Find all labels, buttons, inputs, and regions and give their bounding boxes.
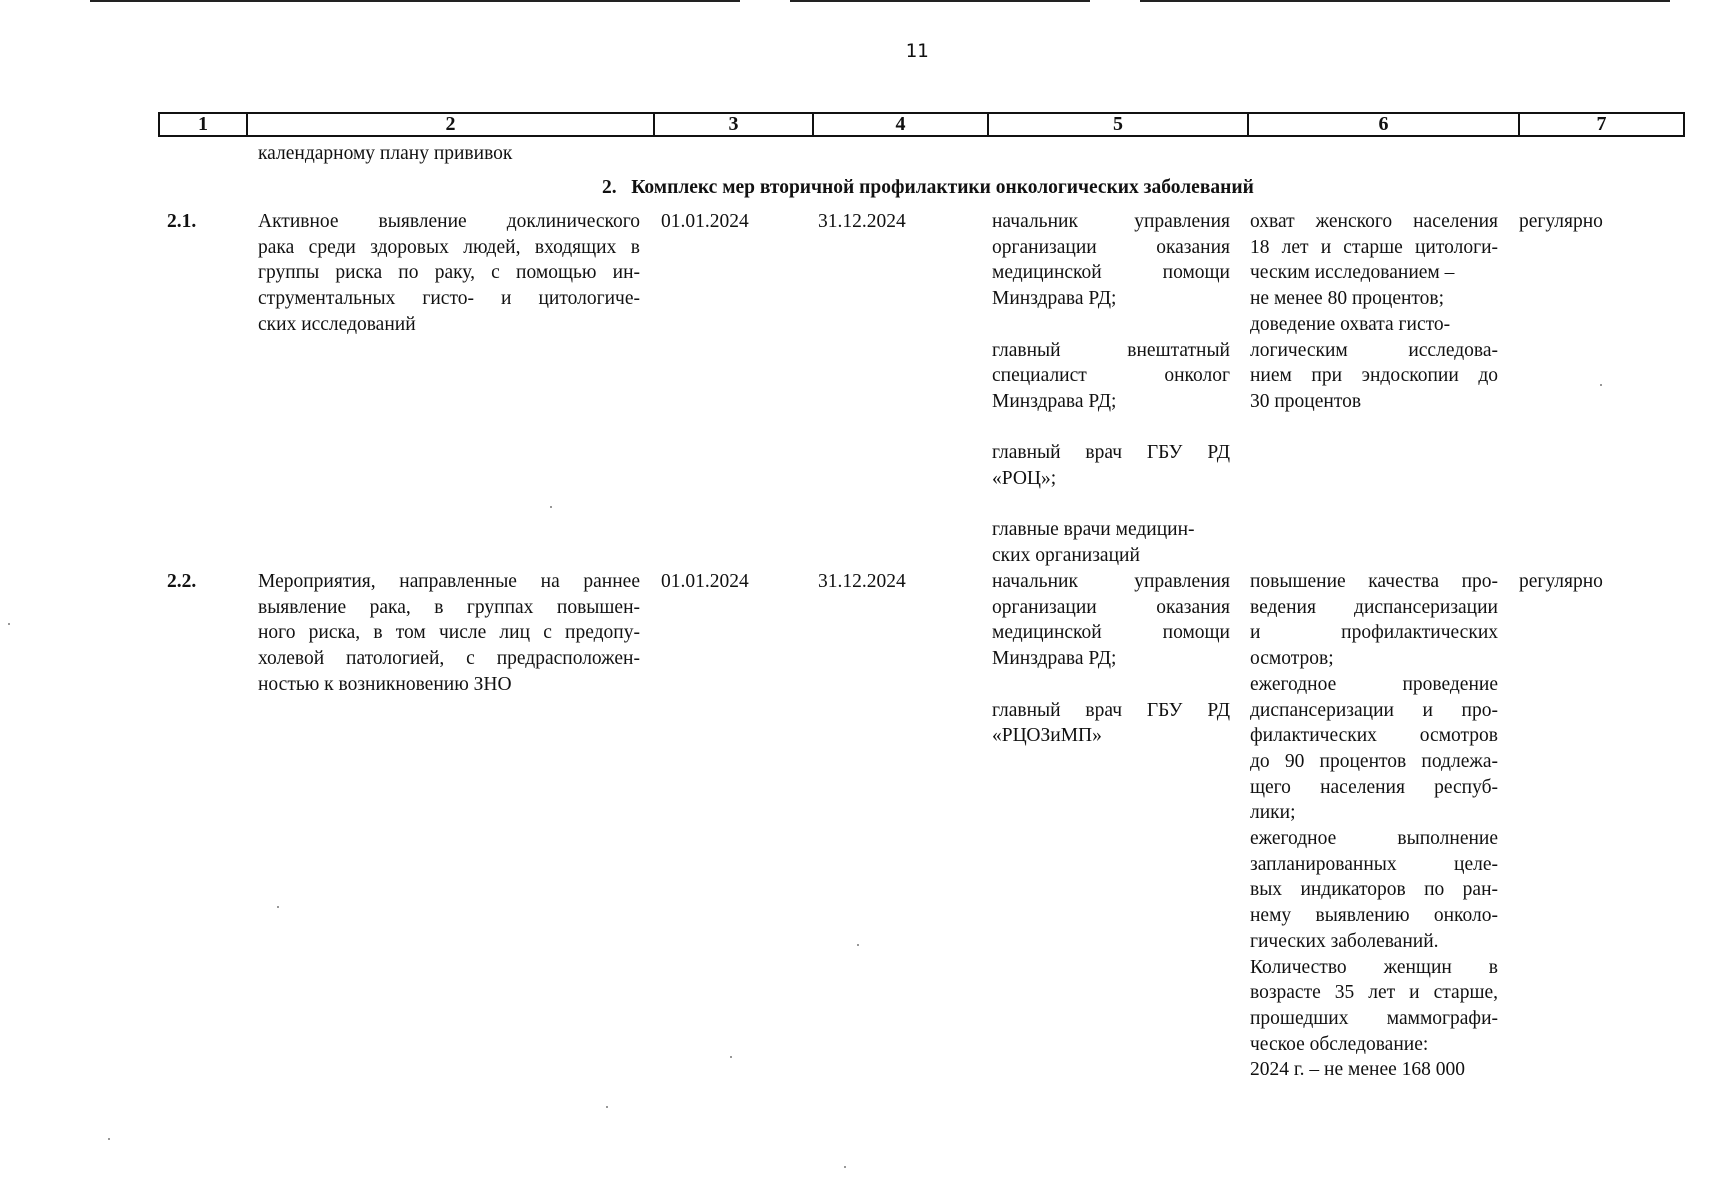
text-line: гических заболеваний. (1250, 930, 1439, 952)
text-line: не менее 80 процентов; (1250, 288, 1445, 310)
text-line: доведение охвата гисто- (1250, 313, 1451, 335)
measure-description (258, 569, 640, 698)
text-line: щего населения респуб- (1250, 776, 1498, 798)
text-line: запланированных целе- (1250, 853, 1498, 875)
responsible-executors (992, 209, 1230, 569)
text-line: логическим исследова- (1250, 339, 1498, 361)
text-line: «РЦОЗиМП» (992, 725, 1102, 747)
text-line: холевой патологией, с предрасположен- (258, 648, 640, 670)
column-number-cell: 4 (813, 113, 988, 136)
scan-speck (277, 906, 279, 908)
column-number-cell: 5 (988, 113, 1248, 136)
text-line: медицинской помощи (992, 262, 1230, 284)
text-line: ских организаций (992, 545, 1140, 567)
section-heading (602, 175, 1254, 201)
scan-speck (857, 944, 859, 946)
text-line: Мероприятия, направленные на раннее (258, 571, 640, 592)
text-line: филактических осмотров (1250, 725, 1498, 747)
expected-result (1250, 569, 1498, 1083)
text-line: ческое обследование: (1250, 1033, 1429, 1055)
text-line: Минздрава РД; (992, 648, 1117, 670)
scan-top-edge-line (90, 0, 740, 2)
start-date: 01.01.2024 (661, 211, 749, 232)
text-line: 2024 г. – не менее 168 000 (1250, 1059, 1466, 1081)
text-line: охват женского населения (1250, 211, 1498, 232)
text-line: диспансеризации и про- (1250, 699, 1498, 721)
scan-speck (730, 1056, 732, 1058)
text-line: Минздрава РД; (992, 390, 1117, 412)
text-line: группы риска по раку, с помощью ин- (258, 262, 640, 284)
text-line: организации оказания (992, 596, 1230, 618)
column-number-cell: 6 (1248, 113, 1519, 136)
scan-speck (844, 1166, 846, 1168)
row-number: 2.1. (167, 211, 197, 232)
continuation-text: календарному плану прививок (258, 143, 513, 164)
text-line: и профилактических (1250, 622, 1498, 644)
text-line: «РОЦ»; (992, 468, 1057, 489)
text-line: нием при эндоскопии до (1250, 365, 1498, 387)
text-line: ежегодное выполнение (1250, 828, 1498, 850)
measure-description (258, 209, 640, 338)
column-number-cell: 2 (247, 113, 654, 136)
text-line: главный врач ГБУ РД (992, 699, 1230, 721)
column-number-header (158, 112, 1685, 137)
text-line: повышение качества про- (1250, 571, 1498, 592)
text-line: начальник управления (992, 211, 1230, 232)
text-line: возрасте 35 лет и старше, (1250, 982, 1498, 1004)
text-line: медицинской помощи (992, 622, 1230, 644)
scan-speck (1600, 384, 1602, 386)
scan-speck (550, 506, 552, 508)
responsible-executors (992, 569, 1230, 749)
text-line: вых индикаторов по ран- (1250, 879, 1498, 901)
start-date: 01.01.2024 (661, 571, 749, 592)
text-line: ских исследований (258, 313, 416, 335)
text-line: главный внештатный (992, 339, 1230, 361)
text-line: Количество женщин в (1250, 956, 1498, 978)
text-line: ного риска, в том числе лиц с предопу- (258, 622, 640, 644)
text-line: рака среди здоровых людей, входящих в (258, 236, 640, 258)
end-date: 31.12.2024 (818, 571, 906, 592)
section-title: Комплекс мер вторичной профилактики онкологических заболеваний (631, 177, 1254, 198)
text-line: выявление рака, в группах повышен- (258, 596, 640, 618)
scan-speck (606, 1106, 608, 1108)
section-number: 2. (602, 177, 617, 198)
column-number-cell: 7 (1519, 113, 1684, 136)
text-line: прошедших маммографи- (1250, 1007, 1498, 1029)
periodicity: регулярно (1519, 211, 1603, 232)
text-line: струментальных гисто- и цитологиче- (258, 288, 640, 310)
text-line: ческим исследованием – (1250, 262, 1455, 284)
text-line: ведения диспансеризации (1250, 596, 1498, 618)
scan-speck (8, 623, 10, 625)
column-number-cell: 1 (159, 113, 247, 136)
text-line: главный врач ГБУ РД (992, 442, 1230, 464)
text-line: начальник управления (992, 571, 1230, 592)
row-number: 2.2. (167, 571, 197, 592)
text-line: главные врачи медицин- (992, 519, 1195, 541)
expected-result (1250, 209, 1498, 415)
text-line: нему выявлению онколо- (1250, 905, 1498, 927)
text-line: ностью к возникновению ЗНО (258, 673, 512, 695)
scan-top-edge-line (1140, 0, 1670, 2)
text-line: 30 процентов (1250, 390, 1362, 412)
text-line: Активное выявление доклинического (258, 211, 640, 232)
text-line: осмотров; (1250, 648, 1334, 670)
text-line: 18 лет и старше цитологи- (1250, 236, 1498, 258)
page-number: 11 (905, 40, 929, 62)
scan-top-edge-line (790, 0, 1090, 2)
end-date: 31.12.2024 (818, 211, 906, 232)
text-line: ежегодное проведение (1250, 673, 1498, 695)
periodicity: регулярно (1519, 571, 1603, 592)
text-line: специалист онколог (992, 365, 1230, 387)
text-line: организации оказания (992, 236, 1230, 258)
text-line: Минздрава РД; (992, 288, 1117, 310)
scan-speck (108, 1138, 110, 1140)
text-line: до 90 процентов подлежа- (1250, 750, 1498, 772)
text-line: лики; (1250, 802, 1296, 824)
column-number-cell: 3 (654, 113, 813, 136)
